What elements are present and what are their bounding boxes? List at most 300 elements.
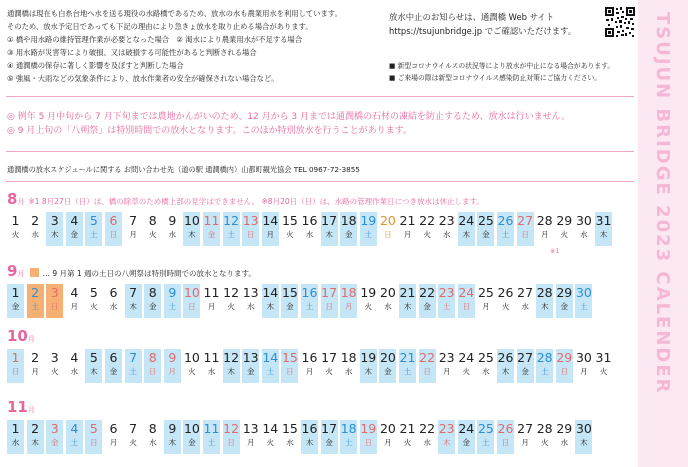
calendar-day: [517, 420, 534, 454]
weekday-label: 土: [364, 230, 373, 239]
day-number: 8: [148, 285, 157, 300]
day-number: 13: [242, 213, 259, 228]
weekday-label: 火: [148, 230, 157, 239]
weekday-label: 金: [560, 302, 569, 311]
calendar-day: [517, 284, 534, 318]
calendar-day: [46, 284, 63, 318]
month-suffix: 月: [17, 270, 25, 278]
calendar-day: [438, 349, 455, 383]
day-number: 31: [595, 350, 612, 365]
calendar-day: [536, 284, 553, 318]
calendar-day: [262, 212, 279, 246]
day-number: 23: [438, 285, 455, 300]
divider: [6, 151, 634, 152]
contact-info: 通潤橋の放水スケジュールに関する お問い合わせ先（道の駅 通潤橋内）山都町観光協会 TEL 0967-72-3855: [7, 165, 360, 174]
day-number: 3: [50, 213, 59, 228]
day-number: 11: [203, 350, 220, 365]
weekday-label: 火: [560, 230, 569, 239]
month-november: [7, 398, 627, 447]
day-number: 5: [89, 213, 98, 228]
weekday-label: 木: [599, 230, 608, 239]
day-number: 24: [458, 350, 475, 365]
weekday-label: 水: [423, 438, 431, 447]
calendar-day: [595, 212, 612, 246]
day-number: 21: [399, 285, 416, 300]
calendar-day: [223, 212, 240, 246]
day-number: 30: [575, 285, 592, 300]
month-number: 8: [7, 190, 18, 208]
weekday-label: 火: [423, 230, 431, 239]
weekday-label: 土: [31, 302, 39, 311]
calendar-day: [419, 212, 436, 246]
day-number: 20: [379, 421, 396, 436]
weekday-label: 水: [305, 230, 314, 239]
weekday-label: 土: [501, 230, 510, 239]
calendar-day: [399, 349, 416, 383]
day-number: 13: [242, 350, 259, 365]
calendar-day: [85, 349, 102, 383]
calendar-day: [419, 284, 436, 318]
day-number: 26: [497, 213, 514, 228]
weekday-label: 水: [70, 367, 79, 376]
weekday-label: 火: [364, 302, 373, 311]
day-number: 27: [517, 350, 534, 365]
day-number: 1: [11, 213, 20, 228]
calendar-day: [575, 212, 592, 246]
calendar-day: [360, 420, 377, 454]
day-number: 29: [556, 421, 573, 436]
day-number: 26: [497, 350, 514, 365]
calendar-day: [164, 284, 181, 318]
day-number: 8: [148, 421, 157, 436]
calendar-day: [379, 284, 396, 318]
day-number: 16: [301, 350, 318, 365]
day-number: 25: [477, 421, 494, 436]
day-number: 3: [50, 421, 59, 436]
weekday-label: 火: [188, 367, 196, 376]
day-number: 23: [438, 213, 455, 228]
day-number: 17: [321, 350, 338, 365]
weekday-label: 水: [109, 302, 118, 311]
seasonal-notes: [7, 110, 570, 138]
seasonal-note-line: ◎ 例年 5 月中旬から 7 月下旬までは農地かんがいのため、12 月から 3 月までは通潤橋の石材の凍結を防止するため、放水は行いません。: [7, 112, 571, 122]
day-number: 30: [575, 213, 592, 228]
weekday-label: 土: [540, 367, 549, 376]
weekday-label: 日: [325, 302, 333, 311]
day-number: 15: [281, 421, 298, 436]
month-number: 10: [7, 327, 28, 345]
weekday-label: 月: [168, 367, 177, 376]
day-number: 4: [70, 213, 79, 228]
weekday-label: 月: [580, 367, 588, 376]
weekday-label: 金: [148, 302, 157, 311]
day-number: 16: [301, 285, 318, 300]
intro-line: ④ 通潤橋の保存に著しく影響を及ぼすと判断した場合: [7, 61, 184, 70]
calendar-day: [536, 349, 553, 383]
weekday-label: 金: [423, 302, 431, 311]
calendar-day: [301, 349, 318, 383]
day-number: 21: [399, 421, 416, 436]
day-number: 6: [109, 285, 118, 300]
weekday-label: 日: [364, 438, 373, 447]
month-note: … 9 月第 1 週の土日の八朔祭は特別時間での放水となります。: [42, 269, 256, 278]
weekday-label: 火: [266, 438, 275, 447]
day-number: 19: [360, 285, 377, 300]
calendar-day: [46, 212, 63, 246]
calendar-day: [85, 284, 102, 318]
calendar-day: [183, 349, 200, 383]
calendar-day: [556, 349, 573, 383]
calendar-day: [379, 420, 396, 454]
weekday-label: 水: [521, 302, 529, 311]
weekday-label: 土: [168, 302, 177, 311]
month-october: [7, 327, 627, 376]
day-number: 9: [168, 213, 177, 228]
calendar-day: [242, 284, 259, 318]
day-number: 16: [301, 421, 318, 436]
calendar-day: [321, 420, 338, 454]
weekday-label: 水: [384, 302, 392, 311]
weekday-label: 金: [109, 367, 118, 376]
day-number: 10: [183, 350, 200, 365]
weekday-label: 土: [227, 230, 235, 239]
day-number: 6: [109, 213, 118, 228]
calendar-day: [105, 349, 122, 383]
weekday-label: 日: [560, 367, 569, 376]
covid-note-line: ■ 新型コロナウイルスの状況等により放水が中止になる場合があります。: [389, 62, 615, 70]
calendar-day: [301, 212, 318, 246]
day-number: 22: [419, 350, 436, 365]
day-number: 27: [517, 421, 534, 436]
day-number: 21: [399, 213, 416, 228]
weekday-label: 金: [70, 230, 79, 239]
calendar-day: [7, 349, 24, 383]
month-suffix: 月: [27, 406, 35, 414]
day-number: 17: [321, 213, 338, 228]
divider: [6, 181, 634, 182]
calendar-day: [458, 349, 475, 383]
weekday-label: 土: [305, 302, 314, 311]
calendar-day: [477, 212, 494, 246]
calendar-day: [125, 284, 142, 318]
month-header: [7, 398, 39, 414]
calendar-day: [419, 349, 436, 383]
weekday-label: 水: [442, 230, 451, 239]
day-number: 30: [575, 350, 592, 365]
weekday-label: 火: [403, 438, 412, 447]
day-number: 26: [497, 285, 514, 300]
day-number: 7: [129, 285, 138, 300]
intro-line: ① 橋や用水路の維持管理作業が必要となった場合 ② 渇水により農業用水が不足する場合: [7, 35, 303, 44]
calendar-day: [399, 284, 416, 318]
day-number: 1: [11, 350, 20, 365]
day-number: 5: [89, 350, 98, 365]
weekday-label: 金: [11, 302, 20, 311]
calendar-day: [27, 349, 44, 383]
calendar-day: [144, 420, 161, 454]
weekday-label: 木: [462, 230, 471, 239]
weekday-label: 土: [129, 367, 137, 376]
calendar-day: [556, 420, 573, 454]
weekday-label: 月: [442, 367, 451, 376]
weekday-label: 月: [266, 230, 275, 239]
day-number: 28: [536, 350, 553, 365]
day-number: 19: [360, 421, 377, 436]
calendar-day: [7, 212, 24, 246]
calendar-day: [438, 212, 455, 246]
weekday-label: 水: [31, 230, 39, 239]
calendar-day: [340, 284, 357, 318]
day-number: 14: [262, 350, 279, 365]
day-number: 1: [11, 421, 20, 436]
weekday-label: 土: [482, 438, 490, 447]
weekday-label: 水: [207, 367, 216, 376]
day-number: 17: [321, 285, 338, 300]
weekday-label: 木: [188, 230, 196, 239]
day-number: 19: [360, 350, 377, 365]
weekday-label: 月: [521, 438, 529, 447]
covid-note-line: ■ ご来場の際は新型コロナウイルス感染防止対策にご協力ください。: [389, 74, 602, 82]
qr-code-icon[interactable]: [604, 6, 636, 38]
calendar-day: [458, 284, 475, 318]
weekday-label: 土: [90, 230, 98, 239]
day-number: 15: [281, 285, 298, 300]
weekday-label: 火: [501, 302, 510, 311]
day-number: 7: [129, 350, 138, 365]
calendar-day: [497, 420, 514, 454]
day-number: 15: [281, 350, 298, 365]
weekday-label: 月: [129, 230, 137, 239]
weekday-label: 水: [246, 302, 255, 311]
day-number: 5: [89, 421, 98, 436]
calendar-day: [105, 420, 122, 454]
day-number: 28: [536, 213, 553, 228]
calendar-day: [379, 349, 396, 383]
day-number: 20: [379, 350, 396, 365]
website-url-line[interactable]: https://tsujunbridge.jp でご確認いただけます。: [389, 26, 577, 36]
weekday-label: 木: [442, 438, 451, 447]
calendar-day: [125, 420, 142, 454]
weekday-label: 月: [31, 367, 39, 376]
day-number: 12: [223, 285, 240, 300]
calendar-day: [301, 420, 318, 454]
calendar-day: [340, 420, 357, 454]
calendar-day: [105, 284, 122, 318]
website-info-line: 放水中止のお知らせは、通潤橋 Web サイト: [389, 12, 555, 22]
day-number: 21: [399, 350, 416, 365]
legend-swatch: [30, 268, 39, 277]
weekday-label: 木: [266, 302, 275, 311]
calendar-day: [144, 284, 161, 318]
weekday-label: 土: [70, 438, 79, 447]
calendar-day: [66, 284, 83, 318]
weekday-label: 水: [148, 438, 157, 447]
day-number: 10: [183, 285, 200, 300]
calendar-day: [85, 420, 102, 454]
weekday-label: 月: [384, 438, 392, 447]
day-number: 23: [438, 421, 455, 436]
calendar-day: [7, 420, 24, 454]
footnote-marker: ※1: [550, 247, 560, 255]
weekday-label: 水: [560, 438, 569, 447]
weekday-label: 水: [11, 438, 20, 447]
day-number: 3: [50, 350, 59, 365]
day-number: 12: [223, 421, 240, 436]
day-number: 4: [70, 421, 79, 436]
calendar-day: [477, 349, 494, 383]
calendar-day: [46, 420, 63, 454]
intro-text: [7, 7, 375, 85]
sidebar-band: [638, 0, 688, 467]
calendar-day: [595, 349, 612, 383]
day-number: 8: [148, 350, 157, 365]
weekday-label: 日: [227, 438, 235, 447]
weekday-label: 土: [344, 438, 353, 447]
day-number: 25: [477, 350, 494, 365]
weekday-label: 日: [246, 230, 255, 239]
weekday-label: 火: [227, 302, 235, 311]
weekday-label: 日: [148, 367, 157, 376]
calendar-day: [46, 349, 63, 383]
calendar-day: [536, 212, 553, 246]
day-number: 25: [477, 285, 494, 300]
calendar-day: [379, 212, 396, 246]
day-number: 14: [262, 285, 279, 300]
calendar-day: [66, 349, 83, 383]
calendar-day: [164, 212, 181, 246]
calendar-day: [281, 420, 298, 454]
day-number: 18: [340, 213, 357, 228]
month-number: 9: [7, 262, 18, 280]
calendar-day: [183, 284, 200, 318]
day-number: 3: [50, 285, 59, 300]
day-number: 10: [183, 213, 200, 228]
weekday-label: 日: [462, 302, 471, 311]
intro-line: ⑤ 強風・大雨などの気象条件により、放水作業者の安全が確保されない場合など。: [7, 74, 279, 83]
day-number: 11: [203, 285, 220, 300]
weekday-label: 月: [246, 438, 255, 447]
day-number: 10: [183, 421, 200, 436]
calendar-day: [262, 284, 279, 318]
weekday-label: 日: [50, 302, 59, 311]
calendar-day: [203, 349, 220, 383]
weekday-label: 金: [207, 230, 216, 239]
calendar-day: [281, 212, 298, 246]
calendar-day: [203, 420, 220, 454]
calendar-day: [438, 284, 455, 318]
weekday-label: 木: [580, 438, 588, 447]
month-number: 11: [7, 398, 28, 416]
day-number: 5: [89, 285, 98, 300]
weekday-label: 日: [384, 230, 392, 239]
month-suffix: 月: [27, 335, 35, 343]
calendar-day: [85, 212, 102, 246]
month-header: [7, 327, 39, 343]
month-september: [7, 262, 627, 311]
calendar-day: [419, 420, 436, 454]
day-number: 11: [203, 213, 220, 228]
weekday-label: 水: [168, 230, 177, 239]
day-number: 29: [556, 213, 573, 228]
weekday-label: 日: [11, 367, 20, 376]
calendar-day: [262, 420, 279, 454]
weekday-label: 火: [540, 438, 549, 447]
weekday-label: 日: [188, 302, 196, 311]
weekday-label: 火: [462, 367, 471, 376]
sidebar-title: TSUJUN BRIDGE 2023 CALENDER: [652, 12, 673, 395]
day-number: 18: [340, 350, 357, 365]
weekday-label: 火: [11, 230, 20, 239]
day-number: 4: [70, 285, 79, 300]
day-number: 20: [379, 213, 396, 228]
weekday-label: 木: [325, 230, 333, 239]
weekday-label: 水: [482, 367, 490, 376]
month-header: [7, 190, 484, 206]
calendar-day: [105, 212, 122, 246]
weekday-label: 日: [90, 438, 98, 447]
day-number: 24: [458, 285, 475, 300]
day-number: 26: [497, 421, 514, 436]
calendar-day: [27, 420, 44, 454]
calendar-day: [164, 349, 181, 383]
weekday-label: 土: [403, 367, 412, 376]
intro-line: ③ 用水路が災害等により破損、又は破損する可能性があると判断される場合: [7, 48, 257, 57]
calendar-day: [360, 212, 377, 246]
day-number: 27: [517, 213, 534, 228]
weekday-label: 月: [482, 302, 490, 311]
day-number: 14: [262, 213, 279, 228]
weekday-label: 水: [286, 438, 294, 447]
calendar-day: [164, 420, 181, 454]
calendar-day: [399, 420, 416, 454]
calendar-day: [66, 212, 83, 246]
month-suffix: 月: [17, 198, 25, 206]
weekday-label: 土: [580, 302, 588, 311]
weekday-label: 月: [70, 302, 79, 311]
day-number: 18: [340, 285, 357, 300]
weekday-label: 金: [50, 438, 59, 447]
day-number: 9: [168, 350, 177, 365]
day-number: 2: [31, 350, 40, 365]
day-number: 2: [31, 285, 40, 300]
weekday-label: 木: [90, 367, 98, 376]
calendar-day: [7, 284, 24, 318]
day-number: 12: [223, 350, 240, 365]
weekday-label: 木: [227, 367, 235, 376]
calendar-day: [536, 420, 553, 454]
day-number: 13: [242, 421, 259, 436]
weekday-label: 火: [286, 230, 294, 239]
calendar-day: [497, 212, 514, 246]
calendar-day: [321, 212, 338, 246]
calendar-day: [575, 420, 592, 454]
day-number: 13: [242, 285, 259, 300]
day-number: 8: [148, 213, 157, 228]
calendar-day: [242, 349, 259, 383]
calendar-day: [144, 212, 161, 246]
calendar-day: [477, 420, 494, 454]
calendar-day: [125, 349, 142, 383]
day-number: 1: [11, 285, 20, 300]
weekday-label: 木: [501, 367, 510, 376]
day-number: 24: [458, 421, 475, 436]
weekday-label: 金: [384, 367, 392, 376]
divider: [6, 96, 634, 97]
weekday-label: 土: [266, 367, 275, 376]
weekday-label: 木: [50, 230, 59, 239]
day-number: 17: [321, 421, 338, 436]
day-number: 20: [379, 285, 396, 300]
